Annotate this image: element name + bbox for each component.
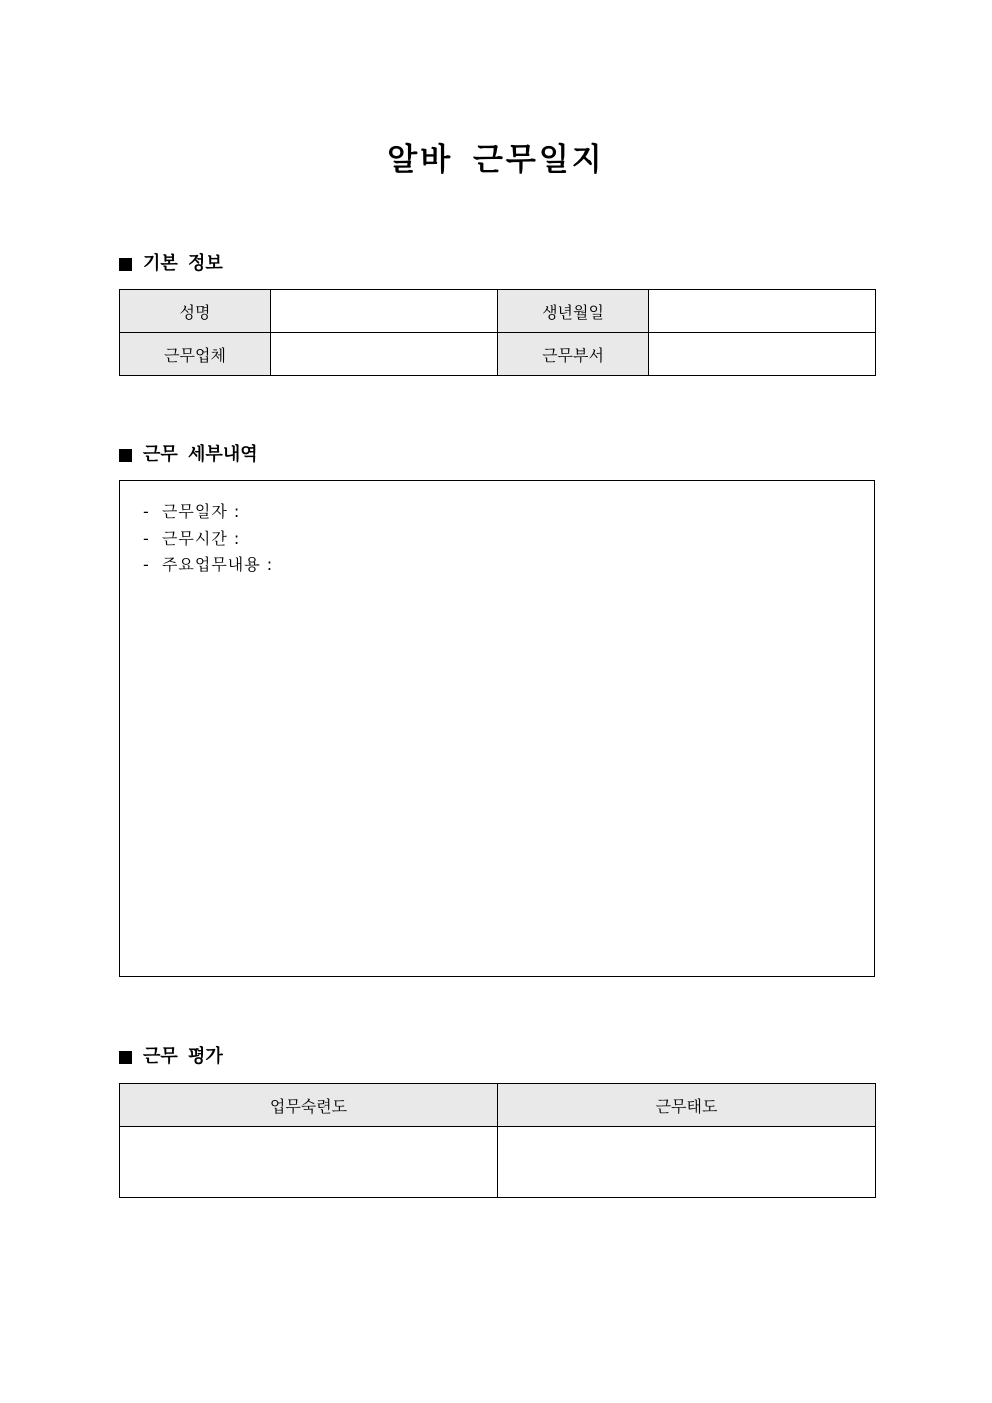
basic-info-table — [119, 289, 876, 376]
table-row — [120, 1084, 876, 1127]
square-bullet-icon — [119, 258, 132, 271]
evaluation-heading — [119, 1045, 223, 1069]
work-time-line: - 근무시간 : — [143, 528, 241, 548]
work-attitude-header: 근무태도 — [498, 1084, 876, 1127]
skill-level-header: 업무숙련도 — [120, 1084, 498, 1127]
table-row — [120, 333, 876, 376]
square-bullet-icon — [119, 1051, 132, 1064]
main-tasks-line: - 주요업무내용 : — [143, 555, 274, 574]
work-details-heading-text: 근무 세부내역 — [143, 444, 258, 465]
birthdate-label: 생년월일 — [498, 290, 649, 333]
work-date-line: - 근무일자 : — [143, 502, 241, 521]
department-field[interactable] — [649, 333, 876, 376]
basic-info-heading — [119, 252, 223, 276]
table-row — [120, 290, 876, 333]
document-title: 알바 근무일지 — [387, 142, 605, 178]
department-label: 근무부서 — [498, 333, 649, 376]
skill-level-field[interactable] — [120, 1127, 498, 1198]
work-attitude-field[interactable] — [498, 1127, 876, 1198]
work-details-box[interactable] — [119, 480, 875, 977]
evaluation-table — [119, 1083, 876, 1198]
table-row — [120, 1127, 876, 1198]
birthdate-field[interactable] — [649, 290, 876, 333]
name-field[interactable] — [271, 290, 498, 333]
basic-info-heading-text: 기본 정보 — [143, 253, 223, 274]
name-label: 성명 — [120, 290, 271, 333]
workplace-label: 근무업체 — [120, 333, 271, 376]
workplace-field[interactable] — [271, 333, 498, 376]
evaluation-heading-text: 근무 평가 — [143, 1046, 223, 1067]
square-bullet-icon — [119, 449, 132, 462]
work-details-heading — [119, 443, 258, 467]
